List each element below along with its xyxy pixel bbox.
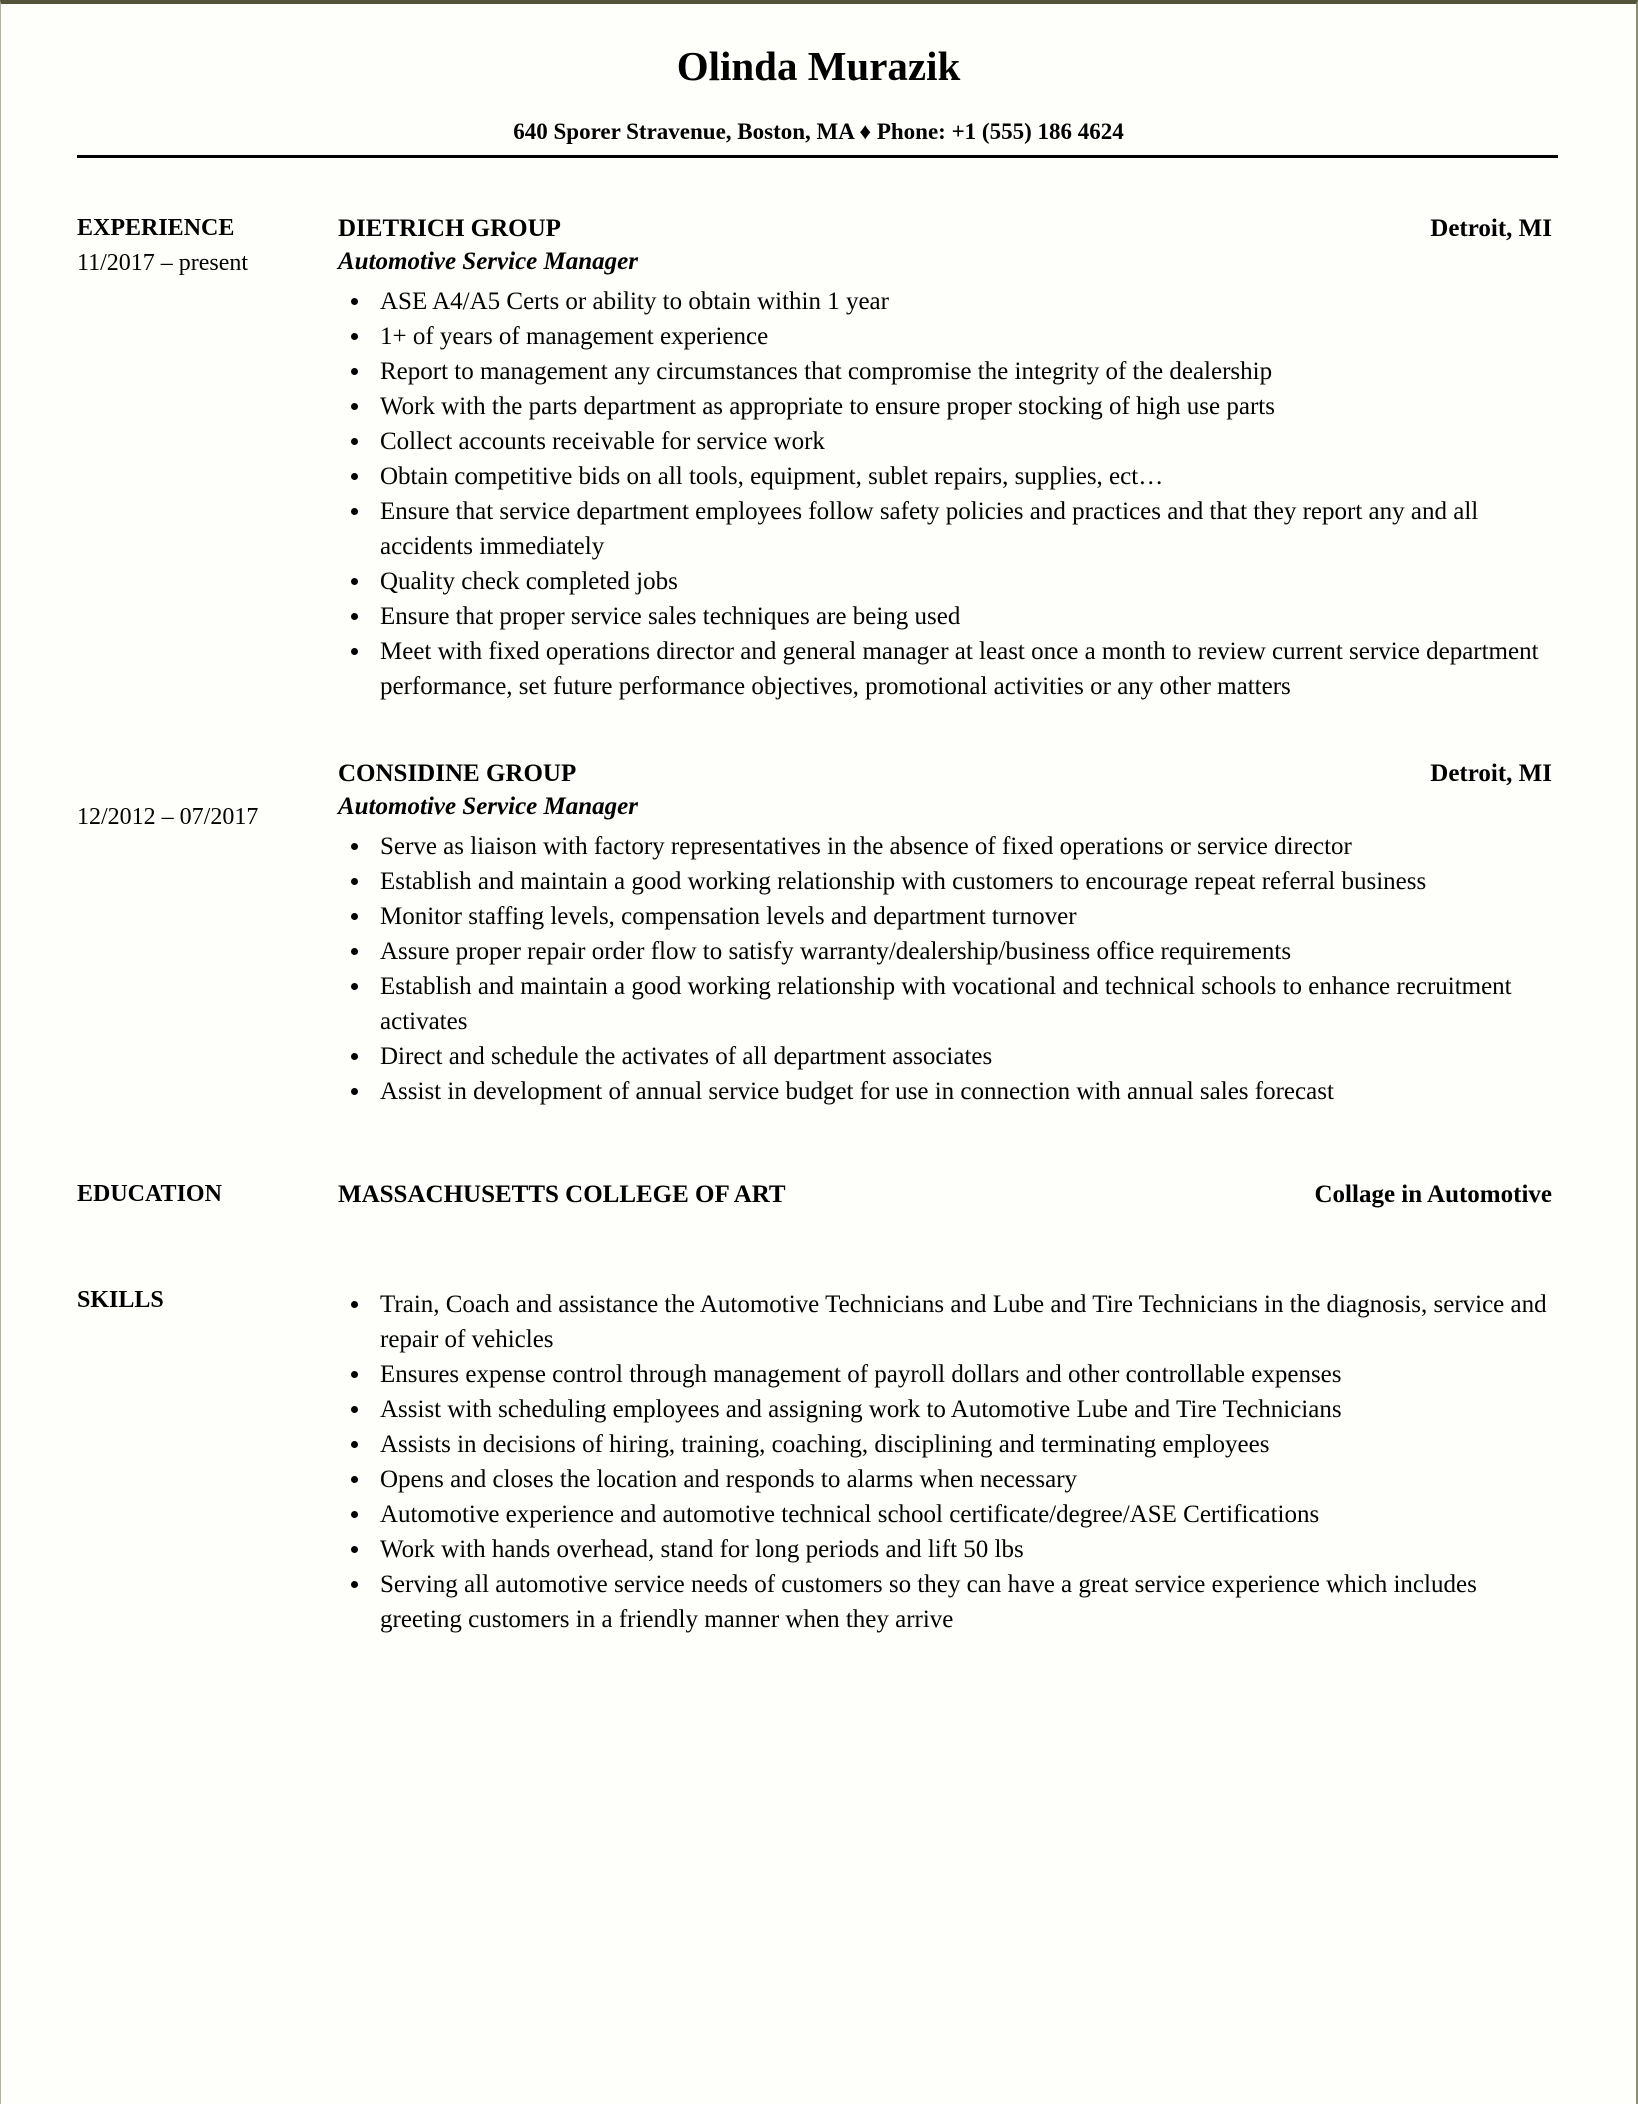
company-row <box>338 215 1552 243</box>
company-location: Detroit, MI <box>1430 215 1552 243</box>
company-location: Detroit, MI <box>1430 760 1552 788</box>
company-name: DIETRICH GROUP <box>338 215 561 243</box>
candidate-name: Olinda Murazik <box>676 43 961 89</box>
skills-section <box>77 1287 1552 1637</box>
bullet-item: • Assist with scheduling employees and assigning work to Automotive Lube and Tire Technicians <box>372 1392 1552 1427</box>
experience-section-heading: EXPERIENCE <box>77 215 235 242</box>
education-section-heading: EDUCATION <box>77 1181 222 1208</box>
skills-content <box>338 1287 1552 1637</box>
bullet-item: • Train, Coach and assistance the Automotive Technicians and Lube and Tire Technicians in the diagnosis, service and repair of vehicles <box>372 1287 1552 1357</box>
resume-body <box>1 215 1636 1637</box>
job-dates: 12/2012 – 07/2017 <box>77 804 259 831</box>
job-bullet-list <box>338 829 1552 1109</box>
skills-section-heading: SKILLS <box>77 1287 164 1314</box>
job-title: Automotive Service Manager <box>338 793 638 821</box>
bullet-item: • Opens and closes the location and responds to alarms when necessary <box>372 1462 1552 1497</box>
bullet-item: • Ensure that service department employees follow safety policies and practices and that they report any and all accidents immediately <box>372 494 1552 564</box>
education-content <box>338 1181 1552 1209</box>
bullet-item: • Report to management any circumstances that compromise the integrity of the dealership <box>372 354 1552 389</box>
bullet-item: • 1+ of years of management experience <box>372 319 1552 354</box>
bullet-item: • Serve as liaison with factory representatives in the absence of fixed operations or service director <box>372 829 1552 864</box>
bullet-item: • Quality check completed jobs <box>372 564 1552 599</box>
experience-entry-content <box>338 760 1552 1109</box>
bullet-item: • Meet with fixed operations director and general manager at least once a month to review current service department performance, set future performance objectives, promotional activities or any other matters <box>372 634 1552 704</box>
education-section <box>77 1181 1552 1209</box>
bullet-item: • ASE A4/A5 Certs or ability to obtain within 1 year <box>372 284 1552 319</box>
bullet-item: • Obtain competitive bids on all tools, equipment, sublet repairs, supplies, ect… <box>372 459 1552 494</box>
experience-entry-2 <box>77 760 1552 1109</box>
bullet-item: • Ensures expense control through management of payroll dollars and other controllable expenses <box>372 1357 1552 1392</box>
resume-header <box>1 4 1636 158</box>
contact-line: 640 Sporer Stravenue, Boston, MA ♦ Phone: +1 (555) 186 4624 <box>513 119 1124 145</box>
bullet-item: • Work with hands overhead, stand for long periods and lift 50 lbs <box>372 1532 1552 1567</box>
bullet-item: • Direct and schedule the activates of all department associates <box>372 1039 1552 1074</box>
degree-name: Collage in Automotive <box>1314 1181 1552 1209</box>
experience-entry-1 <box>77 215 1552 704</box>
bullet-item: • Establish and maintain a good working relationship with vocational and technical schools to enhance recruitment activates <box>372 969 1552 1039</box>
experience-label-column <box>77 215 338 277</box>
school-name: MASSACHUSETTS COLLEGE OF ART <box>338 1181 786 1209</box>
bullet-item: • Serving all automotive service needs of customers so they can have a great service experience which includes greeting customers in a friendly manner when they arrive <box>372 1567 1552 1637</box>
skills-bullet-list <box>338 1287 1552 1637</box>
skills-label-column <box>77 1287 338 1314</box>
education-label-column <box>77 1181 338 1208</box>
experience-label-column <box>77 760 338 831</box>
education-row <box>338 1181 1552 1209</box>
bullet-item: • Collect accounts receivable for service work <box>372 424 1552 459</box>
job-bullet-list <box>338 284 1552 704</box>
bullet-item: • Establish and maintain a good working relationship with customers to encourage repeat referral business <box>372 864 1552 899</box>
bullet-item: • Monitor staffing levels, compensation levels and department turnover <box>372 899 1552 934</box>
bullet-item: • Work with the parts department as appropriate to ensure proper stocking of high use parts <box>372 389 1552 424</box>
header-divider <box>77 155 1558 158</box>
bullet-item: • Ensure that proper service sales techniques are being used <box>372 599 1552 634</box>
bullet-item: • Assist in development of annual service budget for use in connection with annual sales forecast <box>372 1074 1552 1109</box>
job-title: Automotive Service Manager <box>338 248 638 276</box>
company-name: CONSIDINE GROUP <box>338 760 577 788</box>
job-dates: 11/2017 – present <box>77 250 249 277</box>
bullet-item: • Assure proper repair order flow to satisfy warranty/dealership/business office requirements <box>372 934 1552 969</box>
bullet-item: • Assists in decisions of hiring, training, coaching, disciplining and terminating employees <box>372 1427 1552 1462</box>
bullet-item: • Automotive experience and automotive technical school certificate/degree/ASE Certifications <box>372 1497 1552 1532</box>
experience-entry-content <box>338 215 1552 704</box>
company-row <box>338 760 1552 788</box>
